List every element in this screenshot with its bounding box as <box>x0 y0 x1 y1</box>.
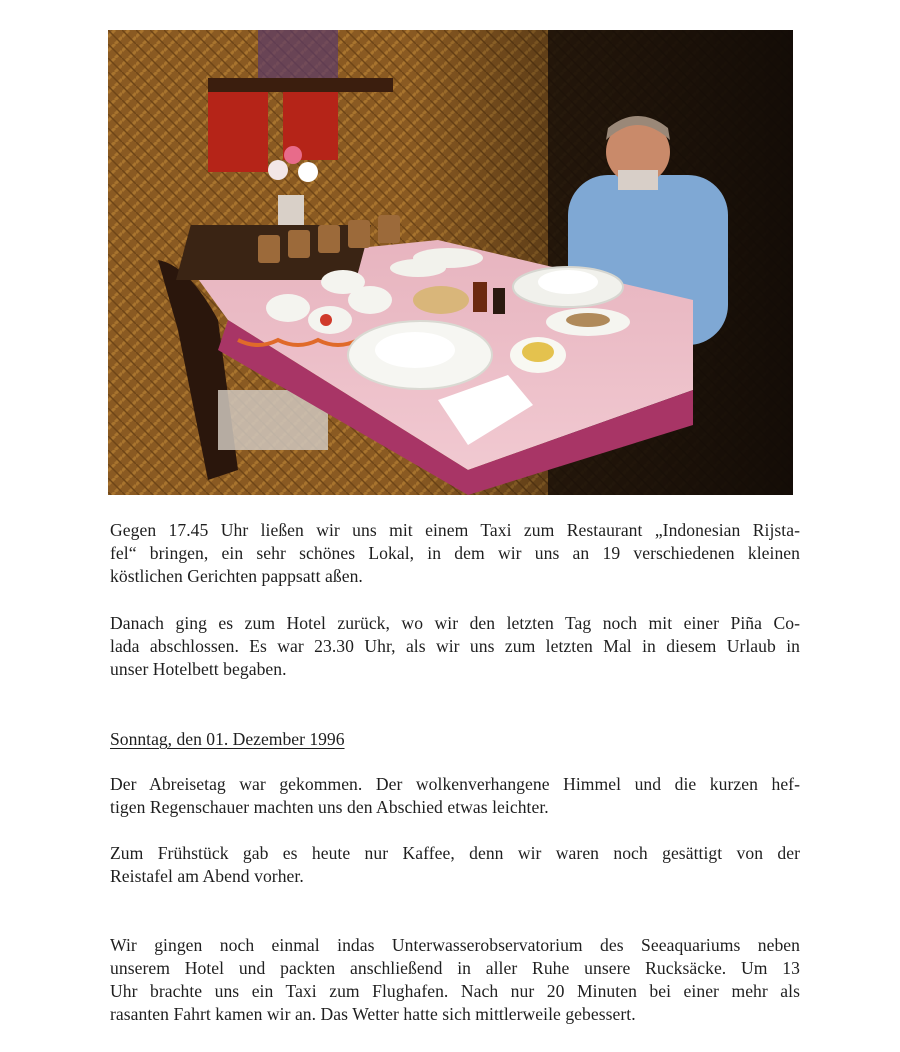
paragraph-hotel <box>110 612 800 681</box>
text-line: Zum Frühstück gab es heute nur Kaffee, denn wir waren noch gesättigt von der <box>110 843 800 863</box>
text-line: lada abschlossen. Es war 23.30 Uhr, als wir uns zum letzten Mal in diesem Urlaub in <box>110 636 800 656</box>
text-line: fel“ bringen, ein sehr schönes Lokal, in dem wir uns an 19 verschiedenen kleinen <box>110 543 800 563</box>
text-line: unserem Hotel und packten anschließend in aller Ruhe unsere Rucksäcke. Um 13 <box>110 958 800 978</box>
text-line: tigen Regenschauer machten uns den Abschied etwas leichter. <box>110 797 549 817</box>
paragraph-airport <box>110 934 800 1026</box>
text-line: Danach ging es zum Hotel zurück, wo wir den letzten Tag noch mit einer Piña Co- <box>110 613 800 633</box>
restaurant-dinner-photo-icon <box>108 30 793 495</box>
section-heading-date: Sonntag, den 01. Dezember 1996 <box>110 729 345 749</box>
paragraph-departure <box>110 773 800 819</box>
text-line: Uhr brachte uns ein Taxi zum Flughafen. Nach nur 20 Minuten bei einer mehr als <box>110 981 800 1001</box>
paragraph-restaurant <box>110 519 800 588</box>
restaurant-photo <box>108 30 793 495</box>
text-line: Reistafel am Abend vorher. <box>110 866 304 886</box>
text-line: Der Abreisetag war gekommen. Der wolkenverhangene Himmel und die kurzen hef- <box>110 774 800 794</box>
text-line: Wir gingen noch einmal indas Unterwasserobservatorium des Seeaquariums neben <box>110 935 800 955</box>
paragraph-breakfast <box>110 842 800 888</box>
text-line: unser Hotelbett begaben. <box>110 659 287 679</box>
text-line: rasanten Fahrt kamen wir an. Das Wetter hatte sich mittlerweile gebessert. <box>110 1004 636 1024</box>
text-line: köstlichen Gerichten pappsatt aßen. <box>110 566 363 586</box>
text-line: Gegen 17.45 Uhr ließen wir uns mit einem Taxi zum Restaurant „Indonesian Rijsta- <box>110 520 800 540</box>
